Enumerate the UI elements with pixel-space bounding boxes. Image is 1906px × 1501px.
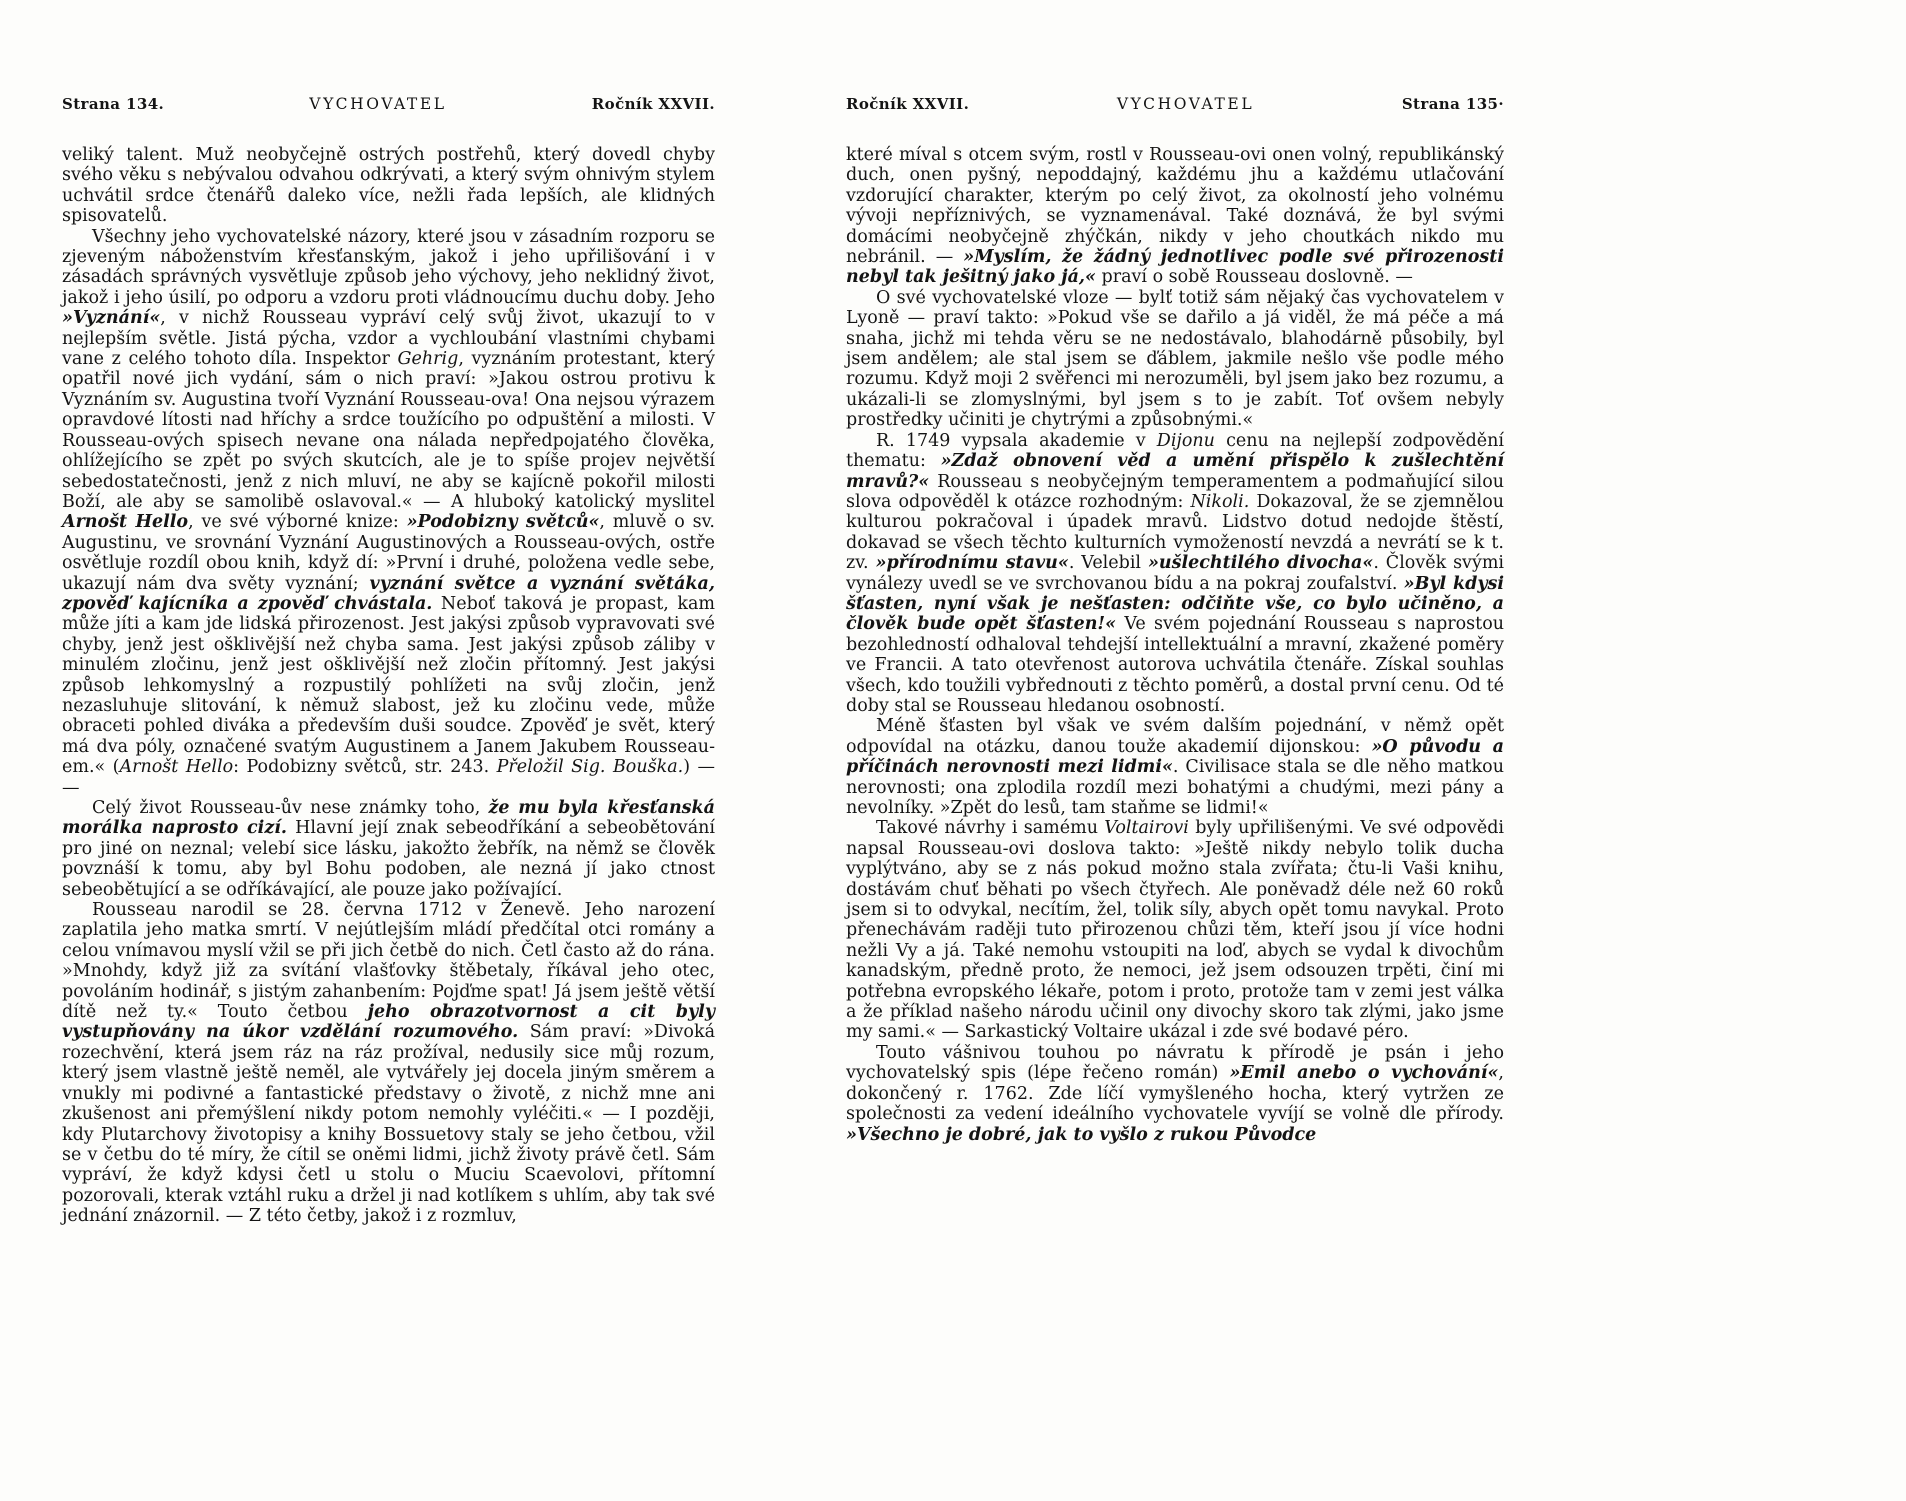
text-segment: , vyznáním protestant, který opatřil nové jich vydání, sám o nich praví: »Jakou ostrou protivu k Vyznáním sv. Augustina tvoří Vyznání Rousseau-ova! Ona nejsou výrazem opravdové lítosti nad hříchy a srdce toužícího po odpuštění a milosti. V Rousseau-ových spisech nevane ona nálada nepředpojatého člověka, ohlížejícího se zpět po svých skutcích, ale je to spíše projev největší sebedostatečnosti, jenž z nich mluví, ne aby se kajícně pokořil milosti Boží, ale aby se samolibě oslavoval.« — A hluboký katolický myslitel [62,349,716,512]
text-segment: které míval s otcem svým, rostl v Rousseau-ovi onen volný, republikánský duch, onen pyšný, nepoddajný, každému jhu a každému utlačování vzdorující charakter, kterým po celý život, za okolností jeho volnému vývoji nepříznivých, se vyznamenával. Také doznává, že byl svými domácími neobyčejně zhýčkán, nikdy v jeho choutkách nikdo mu nebránil. — [846,145,1504,268]
text-segment: »O původu a příčinách nerovnosti mezi lidmi« [846,736,1504,778]
page-135-text-column [846,145,1504,1145]
text-segment: »Myslím, že žádný jednotlivec podle své přirozenosti nebyl tak ješitný jako já,« [846,247,1504,288]
paragraph [62,900,715,1227]
text-segment: praví o sobě Rousseau doslovně. — [1095,267,1413,288]
text-segment: »Emil anebo o vychování« [1229,1063,1499,1084]
text-segment: , mluvě o sv. Augustinu, ve srovnání Vyznání Augustinových a Rousseau-ových, ostře osvětluje rozdíl obou knih, když dí: »První i druhé, položena vedle sebe, ukazují nám dva světy vyznání; [62,512,715,594]
text-segment: Dijonu [1156,430,1215,451]
paragraph [846,716,1504,818]
text-segment: Rousseau narodil se 28. června 1712 v Ženevě. Jeho narození zaplatila jeho matka smrtí. V nejútlejším mládí předčítal otci romány a celou vnímavou myslí vžil se při jich četbě do nich. Četl často až do rána. »Mnohdy, když již za svítání vlašťovky štěbetaly, říkával jeho otec, povoláním hodinář, s jistým zahanbením: Pojďme spat! Já jsem ještě větší dítě než ty.« Touto četbou [62,900,715,1023]
text-segment: Přeložil Sig. Bouška. [496,757,684,778]
paragraph [62,227,715,798]
text-segment: R. 1749 vypsala akademie v [876,430,1157,451]
paragraph [846,288,1504,431]
text-segment: . Člověk svými vynálezy uvedl se ve svrchovanou bídu a na pokraj zoufalství. [846,553,1505,594]
text-segment: Nikoli. [1190,491,1250,512]
text-segment: Arnošt Hello [119,757,234,778]
paragraph [846,431,1504,717]
text-segment: vyznání světce a vyznání světáka, zpověď kajícníka a zpověď chvástala. [62,573,715,614]
page-134-header [62,95,715,113]
text-segment: cenu na nejlepší zodpovědění thematu: [846,430,1504,472]
page-134 [62,95,715,1227]
text-segment: Voltairovi [1104,818,1189,839]
text-segment: Takové návrhy i samému [876,818,1105,839]
text-segment: : Podobizny světců, str. 243. [233,757,497,778]
page-number-label: Strana 134. [62,95,165,113]
text-segment: »Vyznání« [62,308,161,329]
page-135-header [846,95,1504,113]
text-segment: veliký talent. Muž neobyčejně ostrých postřehů, který dovedl chyby svého věku s nebývalou odvahou odkrývati, a který svým ohnivým stylem uchvátil srdce čtenářů daleko více, nežli řada lepších, ale klidných spisovatelů. [62,145,715,227]
text-segment: , dokončený r. 1762. Zde líčí vymyšleného hocha, který vytržen ze společnosti za vedení ideálního vychovatele vyvíjí se volně dle přírody. [846,1063,1504,1125]
text-segment: . Civilisace stala se dle něho matkou nerovnosti; ona zplodila rozdíl mezi bohatými a chudými, mezi pány a nevolníky. »Zpět do lesů, tam staňme se lidmi!« [846,757,1504,818]
paragraph [846,145,1504,288]
text-segment: O své vychovatelské vloze — bylť totiž sám nějaký čas vychovatelem v Lyoně — praví takto: »Pokud vše se dařilo a já viděl, že má péče a má snaha, jichž mi tehda věru se ne nedostávalo, blahodárně působily, byl jsem andělem; ale stal jsem se ďáblem, jakmile nešlo vše podle mého rozumu. Když moji 2 svěřenci mi nerozuměli, byl jsem jako bez rozumu, a ukázali-li se zlomyslnými, byl jsem s to je zabít. Toť ovšem nebyly prostředky učiniti je chytrými a způsobnými.« [846,287,1504,431]
volume-label: Ročník XXVII. [846,95,970,113]
text-segment: »Podobizny světců« [406,512,600,533]
text-segment: »ušlechtilého divocha« [1147,553,1374,574]
text-segment: Hlavní její znak sebeodříkání a sebeobětování pro jiné on neznal; velebí sice lásku, jakožto žebřík, na němž se člověk povznáší k tomu, aby byl Bohu podoben, ale nezná jí jako ctnost sebeobětující a se odříkávající, ale pouze jako požívající. [62,818,715,900]
text-segment: Touto vášnivou touhou po návratu k přírodě je psán i jeho vychovatelský spis (lépe řečeno román) [846,1042,1504,1084]
paragraph [62,145,715,227]
text-segment: Méně šťasten byl však ve svém dalším pojednání, v němž opět odpovídal na otázku, danou touže akademií dijonskou: [846,716,1504,757]
journal-masthead: VYCHOVATEL [1116,95,1255,113]
text-segment: Neboť taková je propast, kam může jíti a kam jde lidská přirozenost. Jest jakýsi způsob vypravovati své chyby, jenž jest ošklivější než chyba sama. Jest jakýsi způsob záliby v minulém zločinu, jenž jest ošklivější než zločin přítomný. Jest jakýsi způsob lehkomyslný a rozpustilý pohlížeti na svůj zločin, jenž nezasluhuje slitování, k němuž slabost, jež ku zločinu vede, může obraceti pohled diváka a především duši soudce. Zpověď je svět, který má dva póly, označené svatým Augustinem a Janem Jakubem Rousseau-em.« ( [62,593,715,778]
page-number-label: Strana 135· [1401,95,1504,113]
journal-masthead: VYCHOVATEL [309,95,447,113]
text-segment: Sám praví: »Divoká rozechvění, která jsem ráz na ráz prožíval, nedusily sice můj rozum, který jsem vlastně ještě neměl, ale vytvářely jej docela jiným směrem a vnukly mi podivné a fantastické představy o životě, z nichž mne ani zkušenost ani přemýšlení nikdy potom nemohly vyléčiti.« — I později, kdy Plutarchovy životopisy a knihy Bossuetovy staly se jeho četbou, vžil se v četbu do té míry, že cítil se oněmi lidmi, jichž životy právě četl. Sám vypráví, že když kdysi četl u stolu o Muciu Scaevolovi, přítomní pozorovali, kterak vztáhl ruku a držel ji nad kotlíkem s uhlím, aby tak své jednání znázornil. — Z této četby, jakož i z rozmluv, [62,1022,715,1227]
volume-label: Ročník XXVII. [591,95,715,113]
paragraph [846,1043,1504,1145]
paragraph [846,818,1504,1042]
page-135 [846,95,1504,1145]
text-segment: Gehrig [397,349,459,370]
text-segment: byly upřilišenými. Ve své odpovědi napsal Rousseau-ovi doslova takto: »Ještě nikdy nebylo tolik ducha vyplýtváno, aby se z nás pokud možno stala zvířata; čtu-li Vaši knihu, dostávám chuť běhati po všech čtyřech. Ale poněvadž déle než 60 roků jsem si to odvykal, necítím, žel, tolik síly, abych opět tomu navykal. Proto přenechávám raději tuto přirozenou chůzi těm, kteří jsou jí více hodni nežli Vy a já. Také nemohu vstoupiti na loď, abych se vydal k divochům kanadským, předně proto, že nemoci, jež jsem odsouzen trpěti, činí mi potřebna evropského lékaře, potom i proto, protože tam v zemi jest válka a že příklad našeho národu učinil ony divochy skoro tak zlými, jako jsme my sami.« — Sarkastický Voltaire ukázal i zde své bodavé péro. [846,818,1504,1043]
text-segment: že mu byla křesťanská morálka naprosto cizí. [62,798,715,839]
text-segment: . Velebil [1068,553,1148,574]
text-segment: Rousseau s neobyčejným temperamentem a podmaňující silou slova odpověděl k otázce rozhodným: [846,471,1504,512]
text-segment: , ve své výborné knize: [188,512,407,533]
text-segment: Celý život Rousseau-ův nese známky toho, [92,798,489,818]
text-segment: »Zdaž obnovení věd a umění přispělo k zušlechtění mravů?« [846,451,1504,492]
text-segment: »Byl kdysi šťasten, nyní však je nešťasten: odčiňte vše, co bylo učiněno, a člověk bude opět šťasten!« [846,573,1505,635]
text-segment: Ve svém pojednání Rousseau s naprostou bezohledností odhaloval tehdejší intellektuální a mravní, zkažené poměry ve Francii. A tato otevřenost autorova uchvátila čtenáře. Získal souhlas všech, kdo toužili vybřednouti z těchto poměrů, a dostal první cenu. Od té doby stal se Rousseau hledanou osobností. [846,614,1505,716]
text-segment: , v nichž Rousseau vypráví celý svůj život, ukazují to v nejlepším světle. Jistá pýcha, vzdor a vychloubání vlastními chybami vane z celého tohoto díla. Inspektor [62,308,715,370]
paragraph [62,798,715,900]
text-segment: Dokazoval, že se zjemnělou kulturou pokračoval i úpadek mravů. Lidstvo dotud nedojde štěstí, dokavad se všech těchto kulturních vymožeností nevzdá a nevrátí se k t. zv. [846,491,1504,574]
text-segment: »přírodnímu stavu« [875,553,1069,574]
page-134-text-column [62,145,715,1227]
text-segment: Arnošt Hello [62,512,189,533]
text-segment: Všechny jeho vychovatelské názory, které jsou v zásadním rozporu se zjeveným náboženstvím křesťanským, jakož i jeho upřilišování i v zásadách správných vysvětluje způsob jeho výchovy, jeho neklidný život, jakož i jeho úsilí, po odporu a vzdoru proti vládnoucímu duchu doby. Jeho [62,226,715,308]
text-segment: jeho obrazotvornost a cit byly vystupňovány na úkor vzdělání rozumového. [62,1002,715,1043]
text-segment: ) — — [62,757,715,798]
text-segment: »Všechno je dobré, jak to vyšlo z rukou Původce [846,1124,1317,1145]
